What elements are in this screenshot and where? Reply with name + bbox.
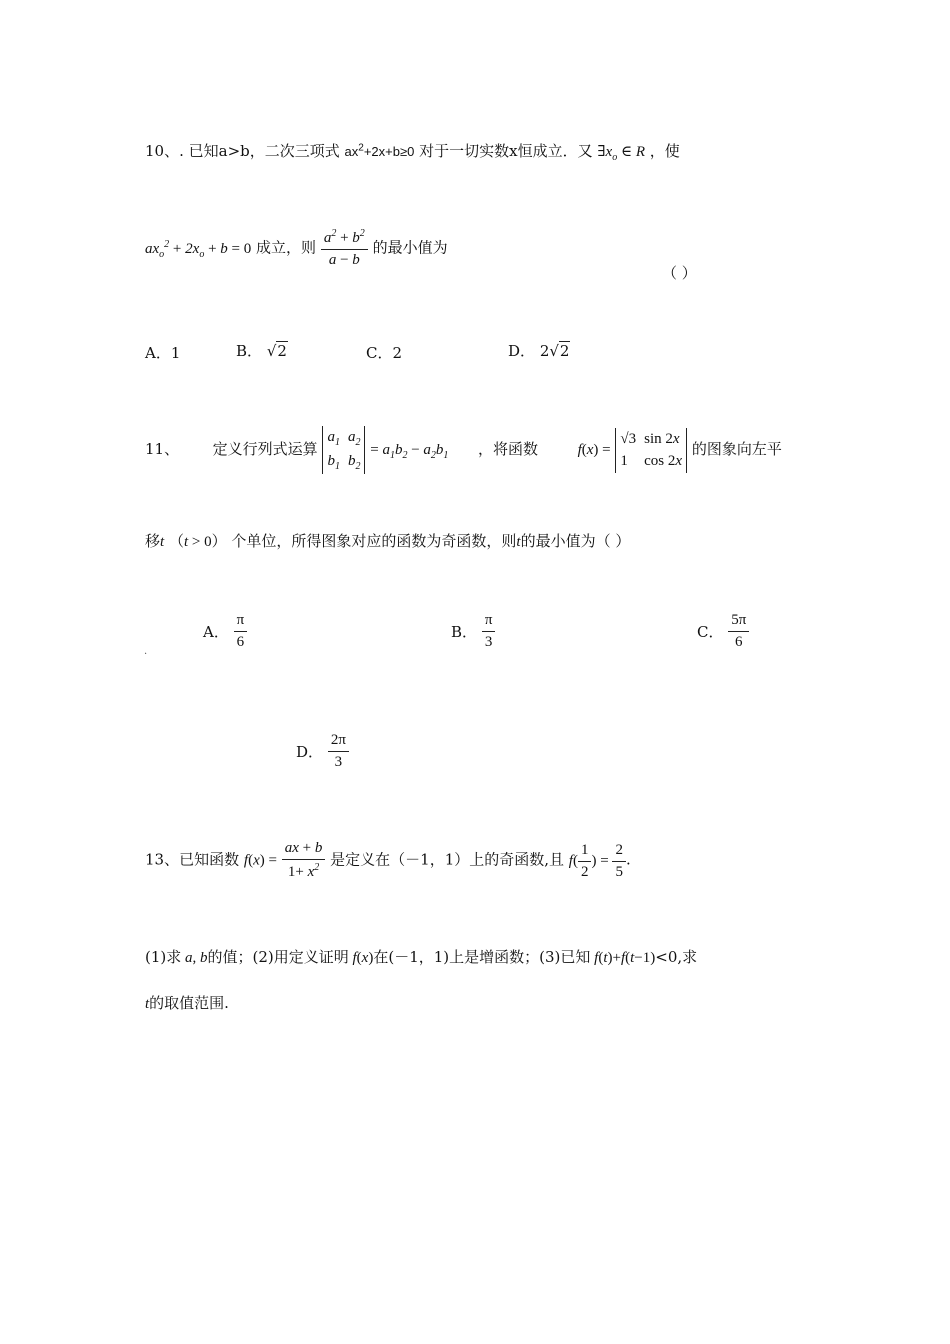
question-text: 定义行列式运算: [212, 440, 318, 458]
question-text: (1)求: [145, 948, 182, 966]
formula-fraction: $\frac{a^2 + b^2}{a - b}$: [321, 228, 368, 269]
question-text: 已知a>b，二次三项式: [188, 142, 340, 160]
option-b: [236, 340, 288, 361]
formula-exists: $\exists x_o$ ∈ R: [597, 144, 645, 163]
question-text: 对于一切实数x恒成立．又: [419, 142, 593, 160]
question-text: 的取值范围.: [149, 994, 229, 1012]
option-label: B．: [451, 623, 478, 641]
option-b: [451, 612, 495, 651]
question-13-line-1: [145, 840, 631, 881]
option-label: C．: [366, 344, 393, 362]
option-a: [145, 342, 180, 363]
sqrt-symbol: √2: [266, 342, 287, 360]
formula-fx: f(x): [348, 950, 374, 966]
formula-function: f(x) =: [243, 852, 277, 869]
formula-condition: （t > 0）: [168, 534, 227, 550]
option-c: [366, 342, 402, 363]
question-13-line-2: [145, 946, 697, 967]
question-text: 移: [145, 532, 161, 550]
question-text: 的最小值为: [372, 238, 448, 257]
option-fraction: $\frac{\pi}{6}$: [234, 612, 248, 651]
option-prefix: 2: [539, 342, 550, 360]
option-fraction: $\frac{\pi}{3}$: [482, 612, 496, 651]
option-d: [508, 340, 570, 361]
option-d: [296, 732, 349, 771]
question-11-line-2: [145, 530, 630, 551]
stray-dot: .: [144, 646, 148, 657]
question-text: 的值；(2)用定义证明: [207, 948, 349, 966]
option-label: B．: [236, 342, 263, 360]
option-label: D．: [296, 743, 324, 761]
question-13-line-3: [145, 992, 229, 1013]
question-text: 个单位，所得图象对应的函数为奇函数，则: [231, 532, 517, 550]
option-value: 2: [392, 344, 403, 362]
option-a: [203, 612, 247, 651]
option-fraction: $\frac{2\pi}{3}$: [328, 732, 349, 771]
variable-t: t: [160, 534, 165, 550]
option-fraction: $\frac{5\pi}{6}$: [728, 612, 749, 651]
question-number: 10、.: [145, 142, 184, 160]
option-label: A．: [145, 344, 171, 362]
option-c: [697, 612, 749, 651]
question-text: 的图象向左平: [691, 440, 782, 458]
option-label: D．: [508, 342, 536, 360]
option-label: A．: [203, 623, 229, 641]
question-10-line-2: [145, 228, 448, 269]
determinant-function: √3 sin 2x 1 cos 2x: [615, 428, 687, 473]
question-text: <0,求: [655, 948, 698, 966]
question-10-line-1: [145, 140, 680, 163]
question-text: 已知函数: [179, 850, 240, 869]
formula-determinant-rule: = $a_1b_2 - a_2b_1$: [370, 442, 449, 461]
option-value: 1: [170, 344, 181, 362]
formula-ab: a, b: [181, 950, 208, 966]
question-text: .: [625, 850, 631, 869]
formula-equation: $ax_o^2 + 2x_o + b = 0$: [145, 238, 252, 260]
formula-fraction: $\frac{ax + b}{1+ x^2}$: [282, 840, 326, 881]
question-text: 成立，则: [256, 238, 317, 257]
formula-value: f( $\frac{1}{2}$ ) = $\frac{2}{5}$: [569, 853, 626, 869]
question-number: 11、: [145, 440, 180, 458]
answer-paren: （ ）: [662, 264, 697, 282]
option-label: C．: [697, 623, 724, 641]
variable-t: t: [516, 534, 521, 550]
question-text: 是定义在（－1，1）上的奇函数,且: [330, 850, 565, 869]
question-text: ，将函数: [477, 440, 538, 458]
variable-t: t: [145, 996, 150, 1012]
determinant-definition: $a_1$ $a_2$ $b_1$ $b_2$: [322, 426, 365, 474]
formula-function: f(x) =: [577, 442, 611, 458]
question-11-line-1: [145, 426, 782, 474]
question-text: 的最小值为（ ）: [520, 532, 631, 550]
question-number: 13、: [145, 850, 180, 869]
formula-quadratic: $ax^2+2x+b\ge 0$: [344, 142, 415, 159]
formula-inequality: f(t)+f(t−1): [590, 950, 656, 966]
question-text: 在(－1，1)上是增函数；(3)已知: [373, 948, 591, 966]
sqrt-symbol: √2: [549, 342, 570, 360]
question-text: ，使: [649, 142, 680, 160]
